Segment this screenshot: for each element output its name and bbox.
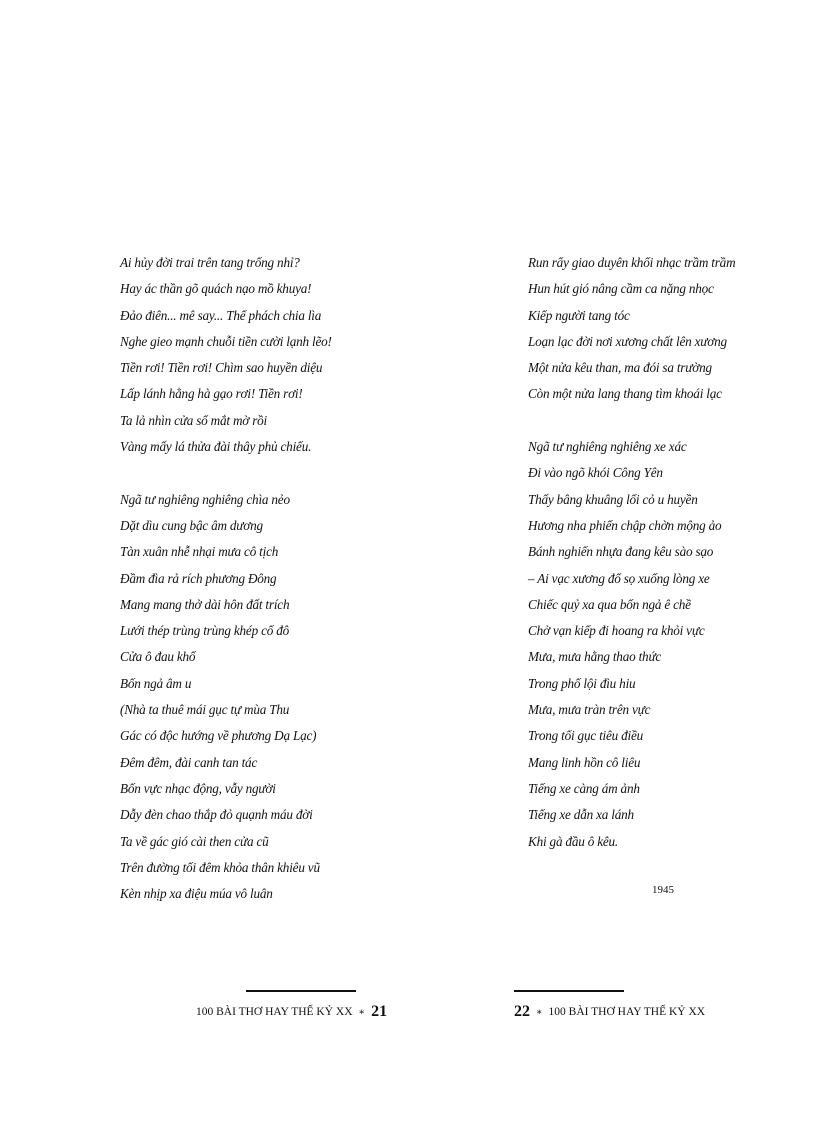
verse-line: Dặt dìu cung bậc âm dương [120,517,263,533]
verse-line: Trên đường tối đêm khỏa thân khiêu vũ [120,859,320,875]
verse-line: Tiền rơi! Tiền rơi! Chìm sao huyền diệu [120,360,323,376]
right-page-poem [528,250,788,855]
verse-line: Ai hủy đời trai trên tang trống nhỉ? [120,255,300,270]
stanza [528,250,788,408]
verse-line: Đêm đêm, đài canh tan tác [120,754,258,770]
verse-line: Vàng mấy lá thửa đài thây phủ chiếu. [120,439,312,455]
book-title: 100 BÀI THƠ HAY THẾ KỶ XX [196,1006,353,1018]
verse-line: Tiếng xe dẫn xa lánh [528,807,634,823]
verse-line: Thấy bâng khuâng lối cỏ u huyền [528,491,698,507]
book-title: 100 BÀI THƠ HAY THẾ KỶ XX [548,1006,706,1018]
verse-line: Bánh nghiến nhựa đang kêu sào sạo [528,544,714,560]
verse-line: Lấp lánh hằng hà gạo rơi! Tiền rơi! [120,386,303,402]
verse-line: Ngã tư nghiêng nghiêng chìa nẻo [120,491,290,507]
page-number: 22 [514,1003,530,1020]
verse-line: Gác có độc hướng về phương Dạ Lạc) [120,728,317,744]
right-page-footer [514,1003,705,1021]
verse-line: Mưa, mưa hằng thao thức [528,649,662,665]
verse-line: Tiếng xe càng ám ảnh [528,780,640,796]
stanza [528,434,788,855]
footer-rule-right [514,990,624,992]
verse-line: Khi gà đầu ô kêu. [528,833,619,849]
verse-line: Chở vạn kiếp đi hoang ra khỏi vực [528,623,705,639]
verse-line: Hun hút gió nâng cầm ca nặng nhọc [528,281,714,297]
verse-line: Mang mang thở dài hôn đất trích [120,596,290,612]
page-number: 21 [371,1003,388,1020]
separator-star: ∗ [358,1007,366,1018]
verse-line: Mang linh hồn cô liêu [528,754,641,770]
stanza-gap [528,408,788,434]
verse-line: Tàn xuân nhễ nhại mưa cô tịch [120,544,279,560]
verse-line: Hay ác thần gõ quách nạo mồ khuya! [120,281,312,297]
verse-line: (Nhà ta thuê mái gục tự mùa Thu [120,702,290,718]
verse-line: Run rẩy giao duyên khối nhạc trầm trầm [528,255,736,270]
verse-line: Ta lả nhìn cửa sổ mắt mờ rồi [120,412,267,428]
poem-year: 1945 [652,884,674,896]
verse-line: Bốn vực nhạc động, vẫy người [120,780,276,796]
left-page-footer [196,1003,387,1021]
footer-rule-left [246,990,356,992]
verse-line: Lưới thép trùng trùng khép cố đô [120,623,289,639]
separator-star: ∗ [535,1007,543,1018]
verse-line: – Ai vạc xương đổ sọ xuống lòng xe [528,570,710,586]
verse-line: Trong phố lội đìu hiu [528,675,636,691]
stanza [120,250,380,460]
verse-line: Mưa, mưa tràn trên vực [528,702,651,718]
verse-line: Một nửa kêu than, ma đói sa trường [528,360,712,376]
verse-line: Đi vào ngõ khói Công Yên [528,465,663,481]
verse-line: Đầm đìa rả rích phương Đông [120,570,277,586]
verse-line: Hương nha phiến chập chờn mộng ảo [528,517,722,533]
verse-line: Dẫy đèn chao thắp đỏ quạnh máu đời [120,807,313,823]
verse-line: Đảo điên... mê say... Thể phách chia lìa [120,307,322,323]
verse-line: Ta về gác gió cài then cửa cũ [120,833,269,849]
left-page-poem [120,250,380,907]
stanza-gap [120,460,380,486]
verse-line: Kèn nhịp xa điệu múa vô luân [120,886,273,902]
verse-line: Nghe gieo mạnh chuỗi tiền cười lạnh lẽo! [120,333,332,349]
verse-line: Loạn lạc đời nơi xương chất lên xương [528,333,727,349]
verse-line: Bốn ngả âm u [120,675,192,691]
verse-line: Còn một nửa lang thang tìm khoái lạc [528,386,722,402]
verse-line: Cửa ô đau khổ [120,649,196,665]
verse-line: Kiếp người tang tóc [528,307,630,323]
verse-line: Ngã tư nghiêng nghiêng xe xác [528,439,687,455]
stanza [120,487,380,908]
verse-line: Chiếc quỷ xa qua bốn ngả ê chề [528,596,691,612]
verse-line: Trong tối gục tiêu điều [528,728,644,744]
